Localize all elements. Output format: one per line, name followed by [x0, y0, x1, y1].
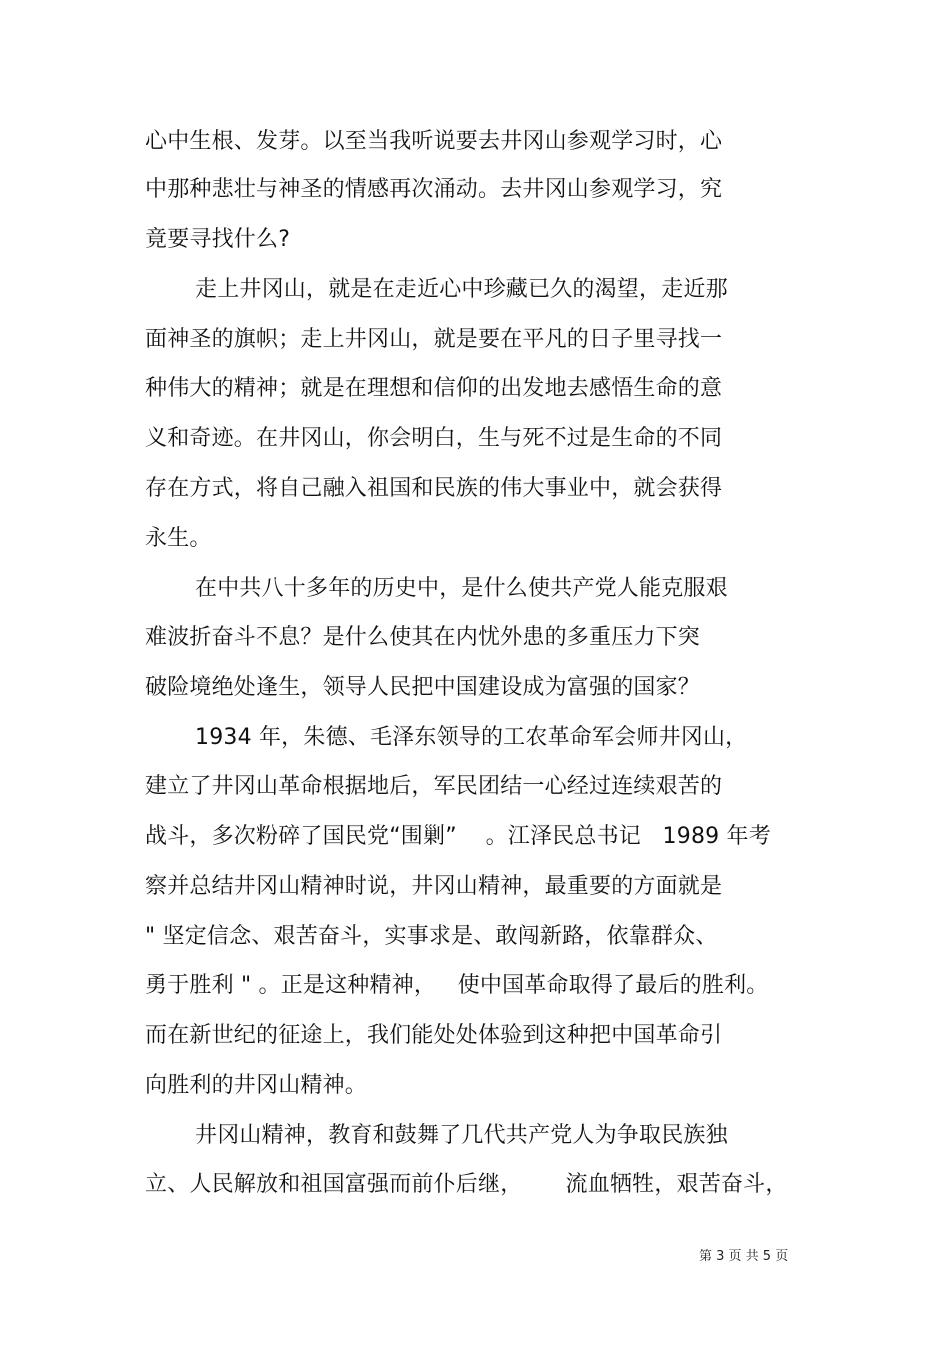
text-line-15: 战斗，多次粉碎了国民党“围剿” 。江泽民总书记 1989 年考 — [145, 824, 771, 849]
text-line-6: 种伟大的精神；就是在理想和信仰的出发地去感悟生命的意 — [145, 376, 723, 401]
text-line-5: 面神圣的旗帜；走上井冈山，就是要在平凡的日子里寻找一 — [145, 327, 723, 352]
text-line-14: 建立了井冈山革命根据地后，军民团结一心经过连续艰苦的 — [145, 774, 723, 799]
text-line-7: 义和奇迹。在井冈山，你会明白，生与死不过是生命的不同 — [145, 426, 723, 451]
text-line-20: 向胜利的井冈山精神。 — [145, 1073, 368, 1098]
text-line-13: 1934 年，朱德、毛泽东领导的工农革命军会师井冈山， — [195, 725, 748, 750]
text-line-1: 心中生根、发芽。以至当我听说要去井冈山参观学习时，心 — [145, 129, 723, 154]
text-line-4: 走上井冈山，就是在走近心中珍藏已久的渴望，走近那 — [195, 277, 728, 302]
text-line-10: 在中共八十多年的历史中，是什么使共产党人能克服艰 — [195, 576, 728, 601]
text-line-22: 立、人民解放和祖国富强而前仆后继， 流血牺牲，艰苦奋斗， — [145, 1172, 788, 1197]
text-line-8: 存在方式，将自己融入祖国和民族的伟大事业中，就会获得 — [145, 476, 723, 501]
text-line-9: 永生。 — [145, 526, 212, 551]
text-line-17: " 坚定信念、艰苦奋斗，实事求是、敢闯新路，依靠群众、 — [145, 924, 718, 949]
text-line-16: 察并总结井冈山精神时说，井冈山精神，最重要的方面就是 — [145, 874, 723, 899]
text-line-19: 而在新世纪的征途上，我们能处处体验到这种把中国革命引 — [145, 1023, 723, 1048]
text-line-11: 难波折奋斗不息？是什么使其在内忧外患的多重压力下突 — [145, 625, 701, 650]
page-number-footer: 第 3 页 共 5 页 — [699, 1249, 789, 1264]
text-line-18: 勇于胜利 " 。正是这种精神， 使中国革命取得了最后的胜利。 — [145, 973, 769, 998]
text-line-21: 井冈山精神，教育和鼓舞了几代共产党人为争取民族独 — [195, 1123, 728, 1148]
text-line-12: 破险境绝处逢生，领导人民把中国建设成为富强的国家？ — [145, 675, 701, 700]
text-line-2: 中那种悲壮与神圣的情感再次涌动。去井冈山参观学习，究 — [145, 177, 723, 202]
text-line-3: 竟要寻找什么? — [145, 227, 291, 252]
